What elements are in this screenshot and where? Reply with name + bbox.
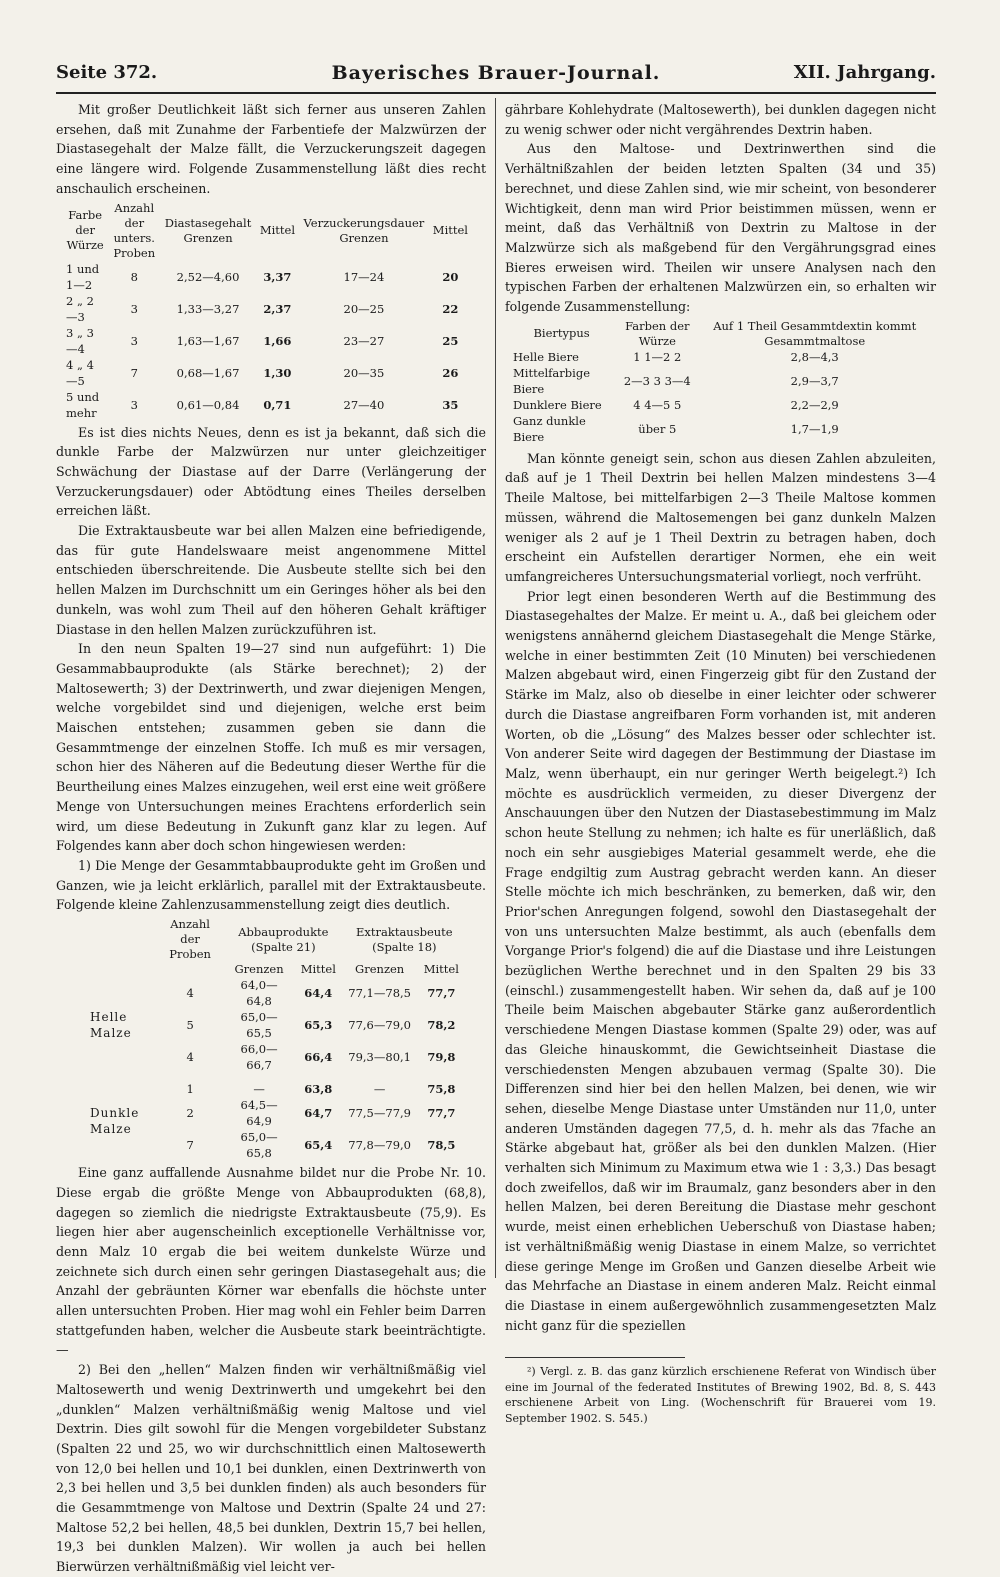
table-row: [509, 413, 929, 445]
table-header-row: [86, 917, 466, 962]
paragraph: Aus den Maltose- und Dextrinwerthen sind die Verhältnißzahlen der beiden letzten Spalten (34 und 35) berechnet, und diese Zahlen sind, wie mir scheint, von besonderer Wichtigkeit, denn man wird Prior beistimmen müssen, wenn er meint, daß das Verhältniß von Dextrin zu Maltose in der Malzwürze sich als maßgebend für den Vergährungsgrad eines Bieres erweisen wird. Theilen wir unsere Analysen nach den typischen Farben der erhaltenen Malzwürzen ein, so erhalten wir folgende Zusammenstellung:: [505, 141, 936, 315]
table-cell: 1,7—1,9: [790, 421, 839, 436]
table-row: [62, 325, 472, 357]
table-header: Abbauprodukte (Spalte 21): [238, 924, 329, 954]
table-cell: 77,5—77,9: [348, 1106, 411, 1121]
table-cell: 77,1—78,5: [348, 986, 411, 1001]
table-cell: 3: [130, 397, 138, 412]
table-cell: 77,7: [427, 986, 456, 1001]
paragraph: Prior legt einen besonderen Werth auf die Bestimmung des Diastasegehaltes der Malze. Er meint u. A., daß bei gleichem oder wenigstens annähernd gleichem Diastasegehalt die Menge Stärke, welche in einer bestimmten Zeit (10 Minuten) bei verschiedenen Malzen abgebaut wird, einen Fingerzeig gibt für den Zustand der Stärke im Malz, also ob dieselbe in einer leichter oder schwerer durch die Diastase angreifbaren Form vorhanden ist, mit anderen Worten, ob die „Lösung“ des Malzes besser oder schlechter ist. Von anderer Seite wird dagegen der Bestimmung der Diastase im Malz, wenn überhaupt, ein nur geringer Werth beigelegt.²) Ich möchte es ausdrücklich vermeiden, zu dieser Divergenz der Anschauungen über den Nutzen der Diastasebestimmung im Malz schon heute Stellung zu nehmen; ich halte es für unerläßlich, daß noch ein sehr ausgiebiges Material gesammelt werde, ehe die Frage endgiltig zum Austrag gebracht werden kann. An dieser Stelle möchte ich mich beschränken, zu bemerken, daß wir, den Prior'schen Anregungen folgend, sowohl den Diastasegehalt der von uns untersuchten Malze bestimmt, als auch (ebenfalls dem Vorgange Prior's folgend) die auf die Diastase und ihre Leistungen bezüglichen Werthe berechnet und in den Spalten 29 bis 33 (einschl.) zusammengestellt haben. Wir sehen da, daß auf je 100 Theile beim Maischen abgebauter Stärke ganz außerordentlich verschiedene Mengen Diastase kommen (Spalte 29) oder, was auf das Gleiche hinauskommt, die Gewichtseinheit Diastase die verschiedensten Mengen abzubauen vermag (Spalte 30). Die Differenzen sind hier bei den hellen Malzen, bei denen, wie wir sehen, dieselbe Menge Diastase unter Umständen nur 11,0, unter anderen Umständen dagegen 77,5, d. h. mehr als das 7fache an Stärke abgebaut hat, größer als bei den dunklen Malzen. (Hier verhalten sich Minimum zu Maximum etwa wie 1 : 3,3.) Das besagt doch zweifellos, daß wir im Braumalz, ganz besonders aber in den hellen Malzen, bei deren Bereitung die Diastase mehr geschont wurde, meist einen erheblichen Ueberschuß von Diastase haben; ist verhältnißmäßig wenig Diastase in einem Malze, so verrichtet diese geringe Menge im Großen und Ganzen dieselbe Arbeit wie das Mehrfache an Diastase in einem anderen Malz. Reicht einmal die Diastase in einem außergewöhnlich zusammengesetzten Malz nicht ganz für die speziellen: [505, 588, 936, 1333]
right-column: [505, 100, 936, 1426]
table-cell: 65,0—65,8: [240, 1130, 278, 1161]
table-cell: 4 „ 4—5: [66, 357, 94, 388]
table-cell: 1,66: [263, 333, 292, 348]
table-cell: Ganz dunkle Biere: [513, 413, 586, 444]
table-header: Grenzen: [355, 962, 405, 977]
page-number: Seite 372.: [56, 62, 158, 83]
table-cell: 77,6—79,0: [348, 1018, 411, 1033]
left-column: [56, 100, 486, 1577]
table-cell: 3: [130, 333, 138, 348]
table-header-row: [509, 319, 929, 349]
table-cell: 0,61—0,84: [176, 397, 240, 412]
table-cell: 63,8: [304, 1082, 333, 1097]
table-cell: 20: [442, 269, 459, 284]
table-cell: 5 und mehr: [66, 389, 100, 420]
table-cell: 1: [186, 1082, 194, 1097]
table-cell: 64,7: [304, 1106, 333, 1121]
table-header-empty: [86, 917, 156, 962]
table-header: Biertypus: [533, 326, 590, 341]
table-row: [62, 261, 472, 293]
table-header-row: [62, 201, 472, 261]
paragraph: Die Extraktausbeute war bei allen Malzen eine befriedigende, das für gute Handelswaare meist angenommene Mittel entschieden überschreitende. Die Ausbeute stellte sich bei den hellen Malzen im Durchschnitt um ein Geringes höher als bei den dunkeln, was wohl zum Theil auf den höheren Gehalt kräftiger Diastase in den hellen Malzen zurückzuführen ist.: [56, 523, 486, 637]
table-cell: 8: [130, 269, 138, 284]
table-cell: 17—24: [343, 269, 385, 284]
table-cell: 20—35: [343, 365, 385, 380]
table-cell: 75,8: [427, 1082, 456, 1097]
table-cell: 1,63—1,67: [176, 333, 240, 348]
table-cell: 79,8: [427, 1050, 456, 1065]
table-header-empty: [156, 962, 224, 977]
table-header-empty: [86, 962, 156, 977]
table-cell: Helle Biere: [513, 349, 579, 364]
table-row: [86, 1081, 466, 1097]
table-cell: 4: [186, 1050, 194, 1065]
table-cell: 26: [442, 365, 459, 380]
table-cell: 77,8—79,0: [348, 1138, 411, 1153]
table-cell: 1 und 1—2: [66, 261, 100, 292]
table-row: [62, 357, 472, 389]
table-cell: 2: [186, 1106, 194, 1121]
table-row: [509, 349, 929, 365]
table-header: Mittel: [259, 223, 296, 238]
table-cell: 2,52—4,60: [176, 269, 240, 284]
table-cell: über 5: [638, 421, 677, 436]
table-row: [62, 293, 472, 325]
table-header: Farben der Würze: [625, 318, 690, 348]
table-cell: —: [253, 1082, 265, 1097]
table-cell: 5: [186, 1018, 194, 1033]
table-cell: 79,3—80,1: [348, 1050, 411, 1065]
table-header: Auf 1 Theil Gesammtdextin kommt Gesammtmaltose: [713, 318, 917, 348]
table-cell: 65,4: [304, 1138, 333, 1153]
table-header: Farbe der Würze: [66, 208, 104, 253]
group-label: Helle Malze: [90, 1010, 132, 1041]
table-cell: 1,30: [263, 365, 292, 380]
paragraph: 1) Die Menge der Gesammtabbauprodukte geht im Großen und Ganzen, wie ja leicht erklärlich, parallel mit der Extraktausbeute. Folgende kleine Zahlenzusammenstellung zeigt dies deutlich.: [56, 857, 486, 913]
table-row: [62, 389, 472, 421]
volume-label: XII. Jahrgang.: [793, 62, 936, 83]
table-header: Diastasegehalt Grenzen: [164, 215, 252, 245]
table-cell: 4: [186, 986, 194, 1001]
color-diastase-table: [62, 201, 472, 421]
table-cell: 64,5—64,9: [240, 1098, 278, 1129]
paragraph: In den neun Spalten 19—27 sind nun aufgeführt: 1) Die Gesammabbauprodukte (als Stärke berechnet); 2) der Maltosewerth; 3) der Dextrinwerth, und zwar diejenigen Mengen, welche vorgebildet sind und diejenigen, welche erst beim Maischen entstehen; zusammen geben sie dann die Gesammtmenge der einzelnen Stoffe. Ich muß es mir versagen, schon hier des Näheren auf die Bedeutung dieser Werthe für die Beurtheilung eines Malzes einzugehen, weil erst eine weit größere Menge von Untersuchungen meines Erachtens erforderlich sein wird, um diese Bedeutung in Zukunft ganz klar zu legen. Auf Folgendes kann aber doch schon hingewiesen werden:: [56, 641, 486, 854]
table-cell: 20—25: [343, 301, 385, 316]
paragraph: 2) Bei den „hellen“ Malzen finden wir verhältnißmäßig viel Maltosewerth und wenig Dextrinwerth und umgekehrt bei den „dunklen“ Malzen verhältnißmäßig wenig Maltose und viel Dextrin. Dies gilt sowohl für die Mengen vorgebildeter Substanz (Spalten 22 und 25, wo wir durchschnittlich einen Maltosewerth von 12,0 bei hellen und 10,1 bei dunklen, einen Dextrinwerth von 2,3 bei hellen und 3,5 bei dunklen finden) als auch besonders für die Gesammtmenge von Maltose und Dextrin (Spalte 24 und 27: Maltose 52,2 bei hellen, 48,5 bei dunklen, Dextrin 15,7 bei hellen, 19,3 bei dunklen Malzen). Wir wollen ja auch bei hellen Bierwürzen verhältnißmäßig viel leicht ver-: [56, 1362, 486, 1575]
table-cell: 25: [442, 333, 459, 348]
table-cell: 23—27: [343, 333, 385, 348]
table-cell: 3,37: [263, 269, 292, 284]
table-cell: 3: [130, 301, 138, 316]
table-header: Anzahl der Proben: [169, 917, 211, 962]
table-cell: 0,71: [263, 397, 292, 412]
table-cell: 78,2: [427, 1018, 456, 1033]
table-header: Grenzen: [234, 962, 284, 977]
table-row: [509, 365, 929, 397]
table-cell: 2,9—3,7: [790, 373, 839, 388]
paragraph: Mit großer Deutlichkeit läßt sich ferner aus unseren Zahlen ersehen, daß mit Zunahme der Farbentiefe der Malzwürzen der Diastasegehalt der Malze fällt, die Verzuckerungszeit dagegen eine längere wird. Folgende Zusammenstellung läßt dies recht anschaulich erscheinen.: [56, 102, 486, 196]
table-header: Mittel: [432, 223, 468, 238]
abbau-extract-table: [86, 917, 466, 1161]
table-cell: 35: [442, 397, 459, 412]
table-cell: 65,0—65,5: [240, 1010, 278, 1041]
table-cell: 27—40: [343, 397, 385, 412]
table-cell: 64,4: [304, 986, 333, 1001]
table-cell: 2,8—4,3: [790, 349, 839, 364]
table-cell: 3 „ 3—4: [66, 325, 94, 356]
table-header: Extraktausbeute (Spalte 18): [356, 924, 453, 954]
footnote: ²) Vergl. z. B. das ganz kürzlich erschienene Referat von Windisch über eine im Journal of the federated Institutes of Brewing 1902, Bd. 8, S. 443 erschienene Arbeit von Ling. (Wochenschrift für Brauerei vom 19. September 1902. S. 545.): [505, 1365, 936, 1425]
paragraph: Es ist dies nichts Neues, denn es ist ja bekannt, daß sich die dunkle Farbe der Malzwürzen nur unter gleichzeitiger Schwächung der Diastase auf der Darre (Verlängerung der Verzuckerungsdauer) oder Abtödtung eines Theiles derselben erreichen läßt.: [56, 424, 486, 519]
paragraph: gährbare Kohlehydrate (Maltosewerth), bei dunklen dagegen nicht zu wenig schwer oder nicht vergährendes Dextrin haben.: [505, 102, 936, 137]
table-cell: 65,3: [304, 1018, 333, 1033]
table-header: Mittel: [300, 962, 336, 977]
table-cell: 0,68—1,67: [176, 365, 240, 380]
table-cell: Mittelfarbige Biere: [513, 365, 590, 396]
table-cell: 2 „ 2—3: [66, 293, 94, 324]
table-header: Mittel: [423, 962, 459, 977]
table-cell: 78,5: [427, 1138, 456, 1153]
table-cell: 1,33—3,27: [176, 301, 240, 316]
table-header: Anzahl der unters. Proben: [113, 200, 156, 260]
table-cell: 2—3 3 3—4: [623, 373, 691, 388]
table-cell: 77,7: [427, 1106, 456, 1121]
journal-title: Bayerisches Brauer-Journal.: [331, 62, 661, 84]
table-cell: 2,2—2,9: [790, 397, 839, 412]
table-spacer: [86, 1073, 466, 1081]
column-divider: [495, 98, 496, 1278]
paragraph: Eine ganz auffallende Ausnahme bildet nur die Probe Nr. 10. Diese ergab die größte Menge von Abbauprodukten (68,8), dagegen so ziemlich die niedrigste Extraktausbeute (75,9). Es liegen hier aber augenscheinlich exceptionelle Verhältnisse vor, denn Malz 10 ergab die bei weitem dunkelste Würze und zeichnete sich durch einen sehr geringen Diastasegehalt aus; die Anzahl der gebräunten Körner war ebenfalls die höchste unter allen untersuchten Proben. Hier mag wohl ein Fehler beim Darren stattgefunden haben, welcher die Ausbeute stark beeinträchtigte. —: [56, 1165, 486, 1358]
table-row: [509, 397, 929, 413]
paragraph: Man könnte geneigt sein, schon aus diesen Zahlen abzuleiten, daß auf je 1 Theil Dextrin bei hellen Malzen mindestens 3—4 Theile Maltose, bei mittelfarbigen 2—3 Theile Maltose kommen müssen, während die Maltosemengen bei ganz dunkeln Malzen weniger als 2 auf je 1 Theil Dextrin zu betragen haben, doch erscheint ein Aufstellen derartiger Normen, ehe ein weit umfangreicheres Untersuchungsmaterial vorliegt, noch verfrüht.: [505, 450, 936, 584]
table-cell: 2,37: [263, 301, 292, 316]
table-cell: —: [373, 1082, 386, 1097]
table-cell: 7: [130, 365, 138, 380]
table-cell: 7: [186, 1138, 194, 1153]
table-cell: Dunklere Biere: [513, 397, 602, 412]
header-rule: [56, 92, 936, 94]
table-subheader-row: [86, 962, 466, 977]
footnote-rule: [505, 1357, 685, 1358]
table-header: Verzuckerungsdauer Grenzen: [303, 215, 425, 245]
table-cell: 66,0—66,7: [240, 1042, 278, 1073]
beer-type-table: [509, 319, 929, 445]
table-cell: 1 1—2 2: [633, 349, 682, 364]
page-header: [56, 62, 936, 96]
table-row: [86, 977, 466, 1009]
table-cell: 66,4: [304, 1050, 333, 1065]
table-cell: 22: [442, 301, 459, 316]
table-cell: 4 4—5 5: [633, 397, 682, 412]
group-label: Dunkle Malze: [90, 1106, 140, 1137]
table-cell: 64,0—64,8: [240, 978, 278, 1009]
